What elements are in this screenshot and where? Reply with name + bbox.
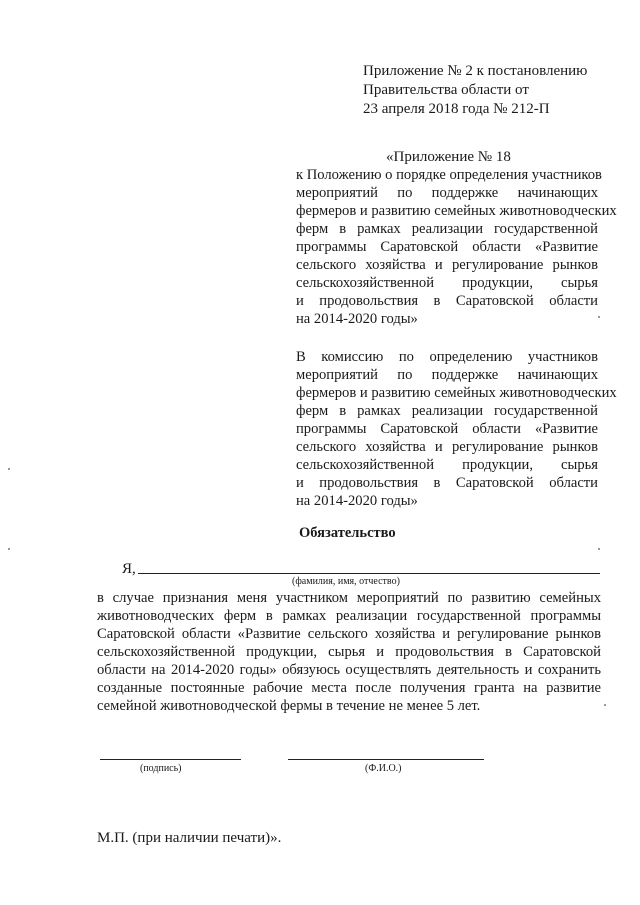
attachment-line: к Положению о порядке определения участников — [296, 167, 602, 183]
scan-speck — [598, 548, 600, 550]
declaration-line: Саратовской области «Развитие сельского хозяйства и регулирование рынков — [97, 626, 601, 642]
scan-speck — [8, 468, 10, 470]
stamp-note: М.П. (при наличии печати)». — [97, 830, 282, 846]
scan-speck — [598, 316, 600, 318]
declaration-line: области на 2014-2020 годы» обязуюсь осуществлять деятельность и сохранить — [97, 662, 601, 678]
addressee-line: В комиссию по определению участников — [296, 349, 598, 365]
declaration-line: животноводческих ферм в рамках реализации государственной программы — [97, 608, 601, 624]
scan-speck — [604, 704, 606, 706]
attachment-line: ферм в рамках реализации государственной — [296, 221, 598, 237]
attachment-line: программы Саратовской области «Развитие — [296, 239, 598, 255]
printed-name-line — [288, 759, 484, 760]
signature-caption: (подпись) — [140, 763, 182, 774]
full-name-caption: (фамилия, имя, отчество) — [292, 576, 400, 587]
header-line-3: 23 апреля 2018 года № 212-П — [363, 101, 550, 117]
full-name-line — [138, 573, 600, 574]
attachment-line: мероприятий по поддержке начинающих — [296, 185, 598, 201]
header-line-1: Приложение № 2 к постановлению — [363, 63, 588, 79]
scan-speck — [8, 548, 10, 550]
declaration-line: сельскохозяйственной продукции, сырья и продовольствия в Саратовской — [97, 644, 601, 660]
declaration-line: в случае признания меня участником мероприятий по развитию семейных — [97, 590, 601, 606]
attachment-title: «Приложение № 18 — [386, 149, 511, 165]
attachment-line: сельскохозяйственной продукции, сырья — [296, 275, 598, 291]
declaration-line: созданные постоянные рабочие места после получения гранта на развитие — [97, 680, 601, 696]
attachment-line: и продовольствия в Саратовской области — [296, 293, 598, 309]
attachment-line: фермеров и развитию семейных животноводческих — [296, 203, 617, 219]
addressee-line: программы Саратовской области «Развитие — [296, 421, 598, 437]
header-line-2: Правительства области от — [363, 82, 529, 98]
attachment-line: на 2014-2020 годы» — [296, 311, 418, 327]
attachment-line: сельского хозяйства и регулирование рынков — [296, 257, 598, 273]
addressee-line: и продовольствия в Саратовской области — [296, 475, 598, 491]
addressee-line: сельского хозяйства и регулирование рынков — [296, 439, 598, 455]
addressee-line: мероприятий по поддержке начинающих — [296, 367, 598, 383]
document-title: Обязательство — [299, 525, 396, 541]
declaration-prefix: Я, — [122, 561, 136, 577]
addressee-line: ферм в рамках реализации государственной — [296, 403, 598, 419]
addressee-line: сельскохозяйственной продукции, сырья — [296, 457, 598, 473]
declaration-line: семейной животноводческой фермы в течение не менее 5 лет. — [97, 698, 481, 714]
addressee-line: фермеров и развитию семейных животноводческих — [296, 385, 617, 401]
signature-line — [100, 759, 241, 760]
addressee-line: на 2014-2020 годы» — [296, 493, 418, 509]
printed-name-caption: (Ф.И.О.) — [365, 763, 402, 774]
